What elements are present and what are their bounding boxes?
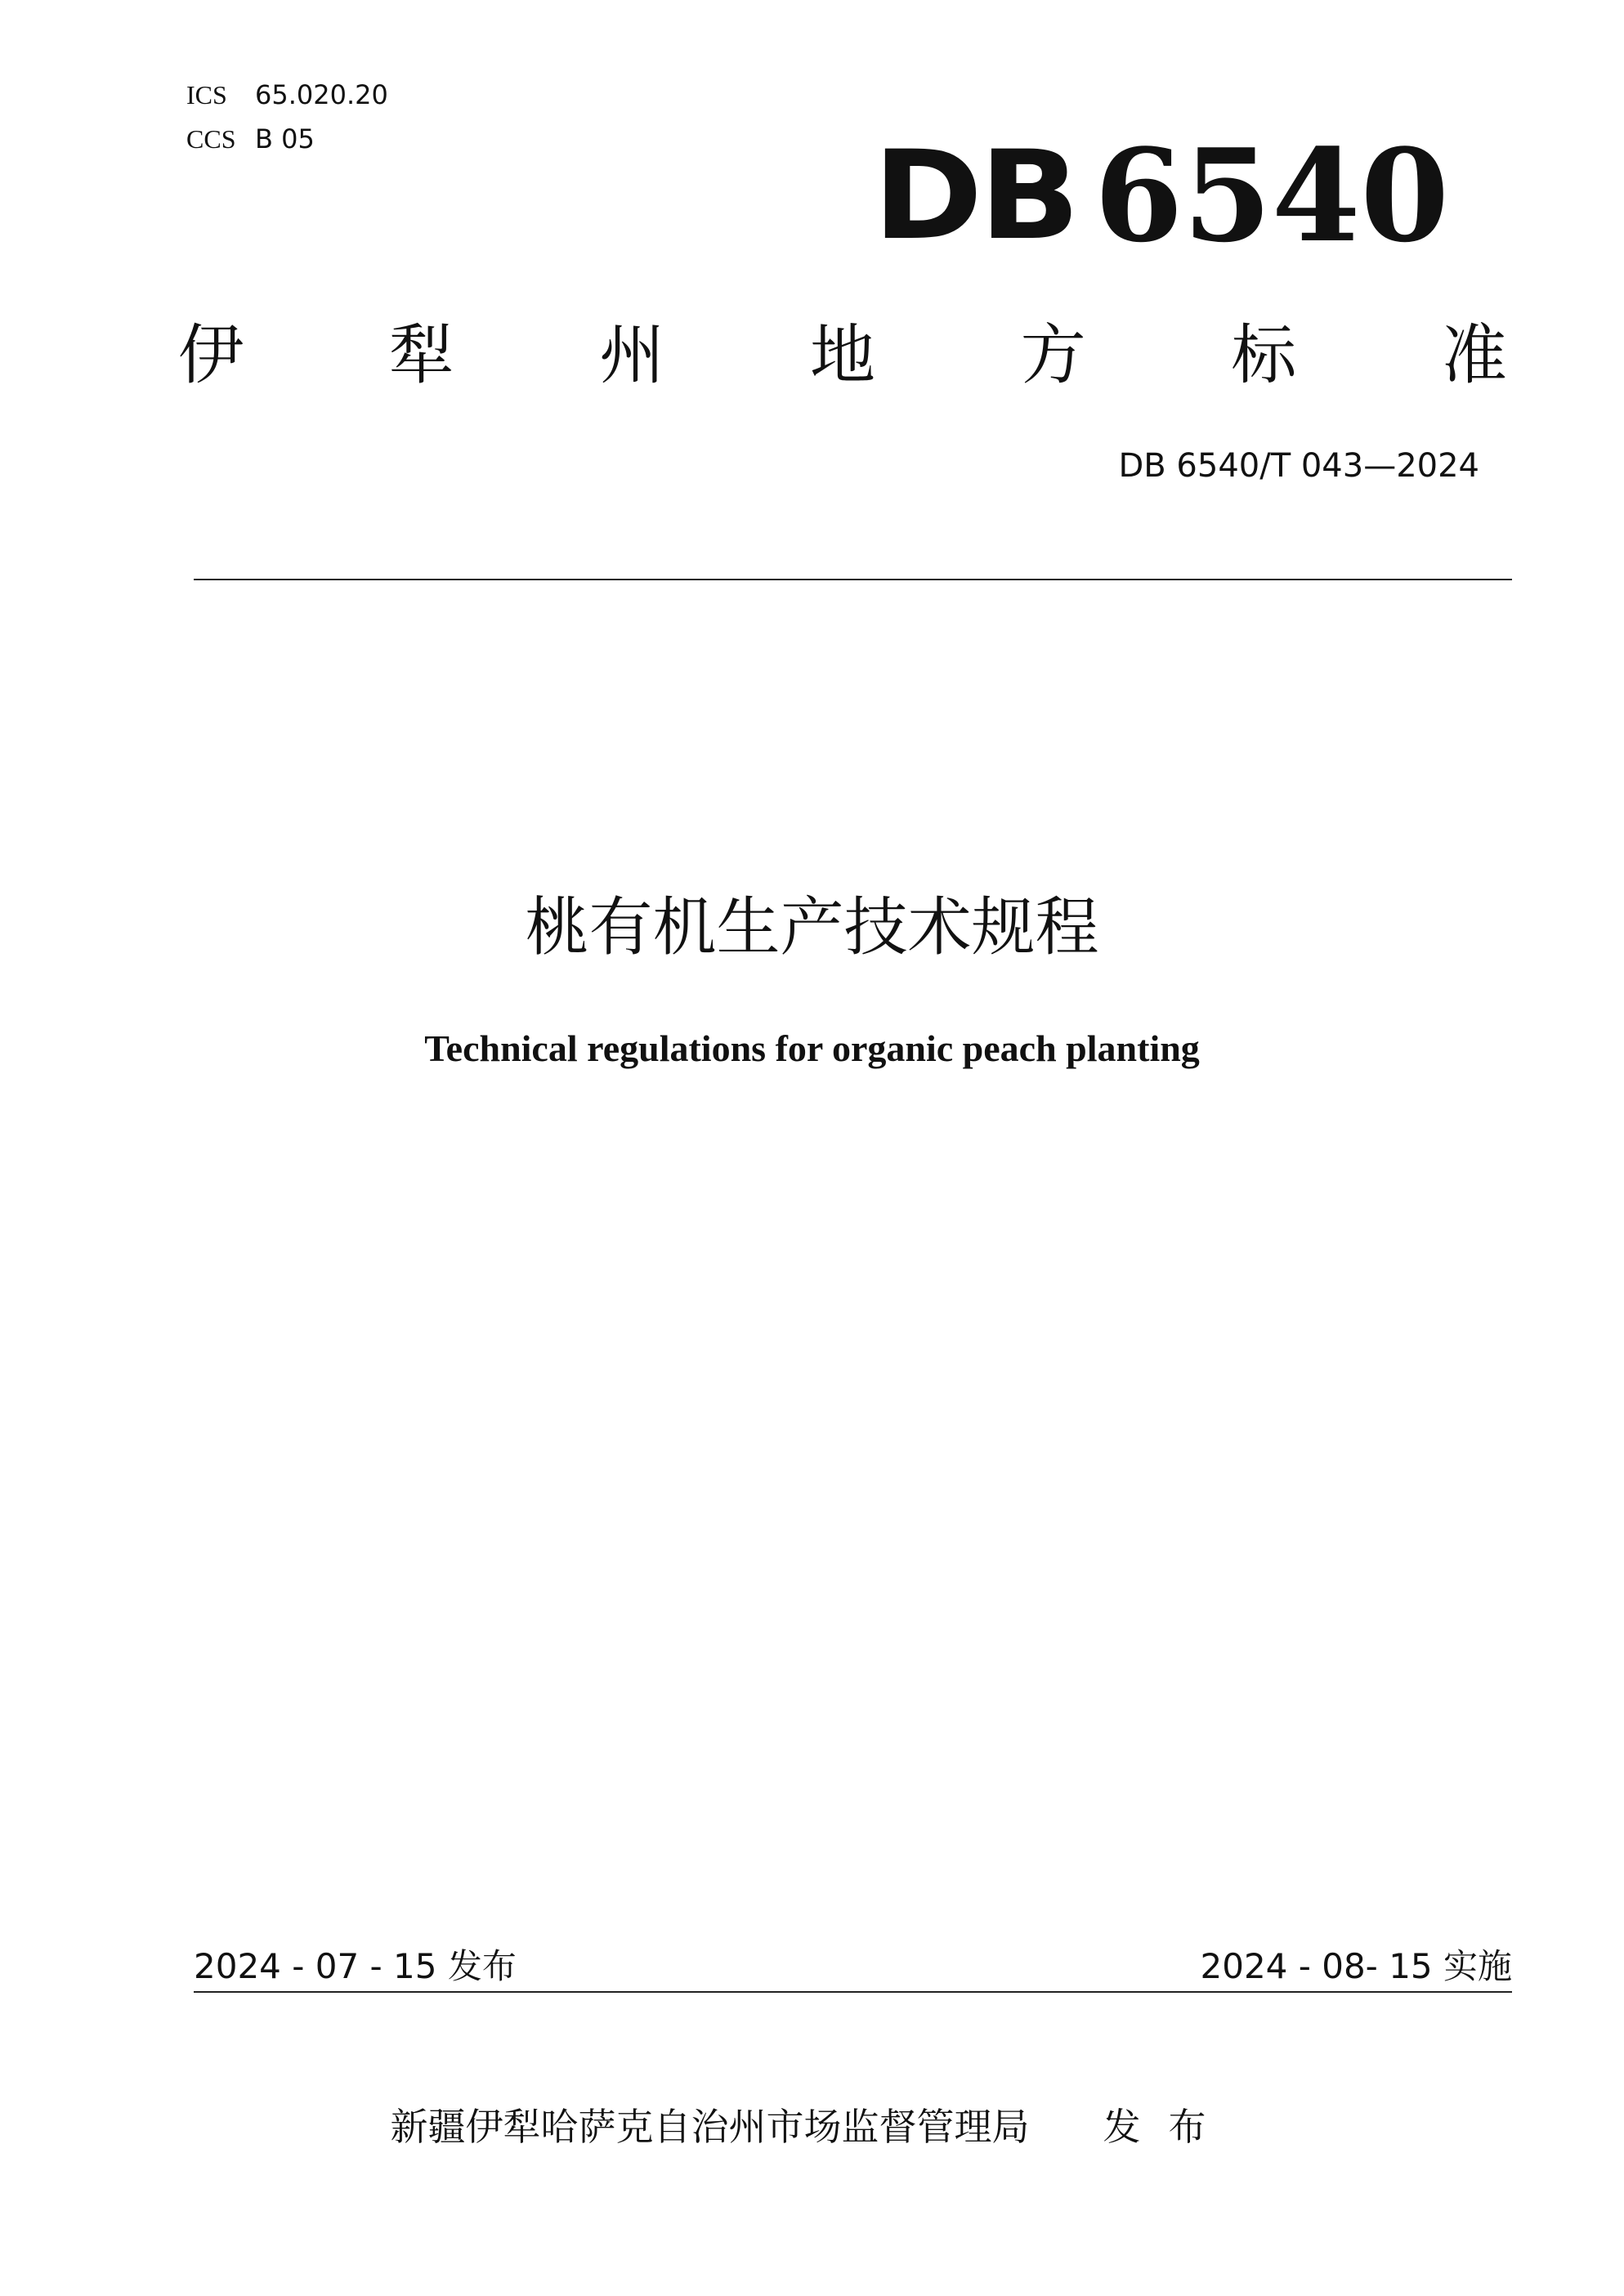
ics-code-row <box>186 78 388 111</box>
implement-date: 2024 - 08- 15 实施 <box>1200 1946 1512 1986</box>
title-char: 州 <box>599 317 665 393</box>
title-char: 犁 <box>388 317 454 393</box>
title-char: 伊 <box>178 317 244 393</box>
title-char: 标 <box>1231 317 1297 393</box>
footer-divider <box>194 1991 1512 1993</box>
ccs-label: CCS <box>186 124 236 154</box>
issuer-line <box>0 2102 1624 2151</box>
standard-category-title <box>178 315 1507 396</box>
db-mark-number: 6540 <box>1094 121 1450 271</box>
header-divider <box>194 579 1512 580</box>
standard-number: DB 6540/T 043—2024 <box>1118 447 1479 485</box>
db-mark-letters: DB <box>873 125 1077 267</box>
document-title-chinese: 桃有机生产技术规程 <box>525 891 1099 964</box>
title-char: 方 <box>1020 317 1086 393</box>
title-char: 准 <box>1441 317 1507 393</box>
ics-code: 65.020.20 <box>255 79 388 110</box>
ccs-code-row <box>186 123 315 155</box>
issuer-suffix: 发布 <box>1103 2105 1234 2149</box>
db-standard-mark <box>873 121 1450 271</box>
ccs-code: B 05 <box>255 123 315 154</box>
title-char: 地 <box>809 317 875 393</box>
issuer-name: 新疆伊犁哈萨克自治州市场监督管理局 <box>390 2105 1030 2149</box>
publish-date: 2024 - 07 - 15 发布 <box>194 1946 517 1986</box>
ics-label: ICS <box>186 80 227 110</box>
document-title-english: Technical regulations for organic peach planting <box>424 1027 1200 1069</box>
